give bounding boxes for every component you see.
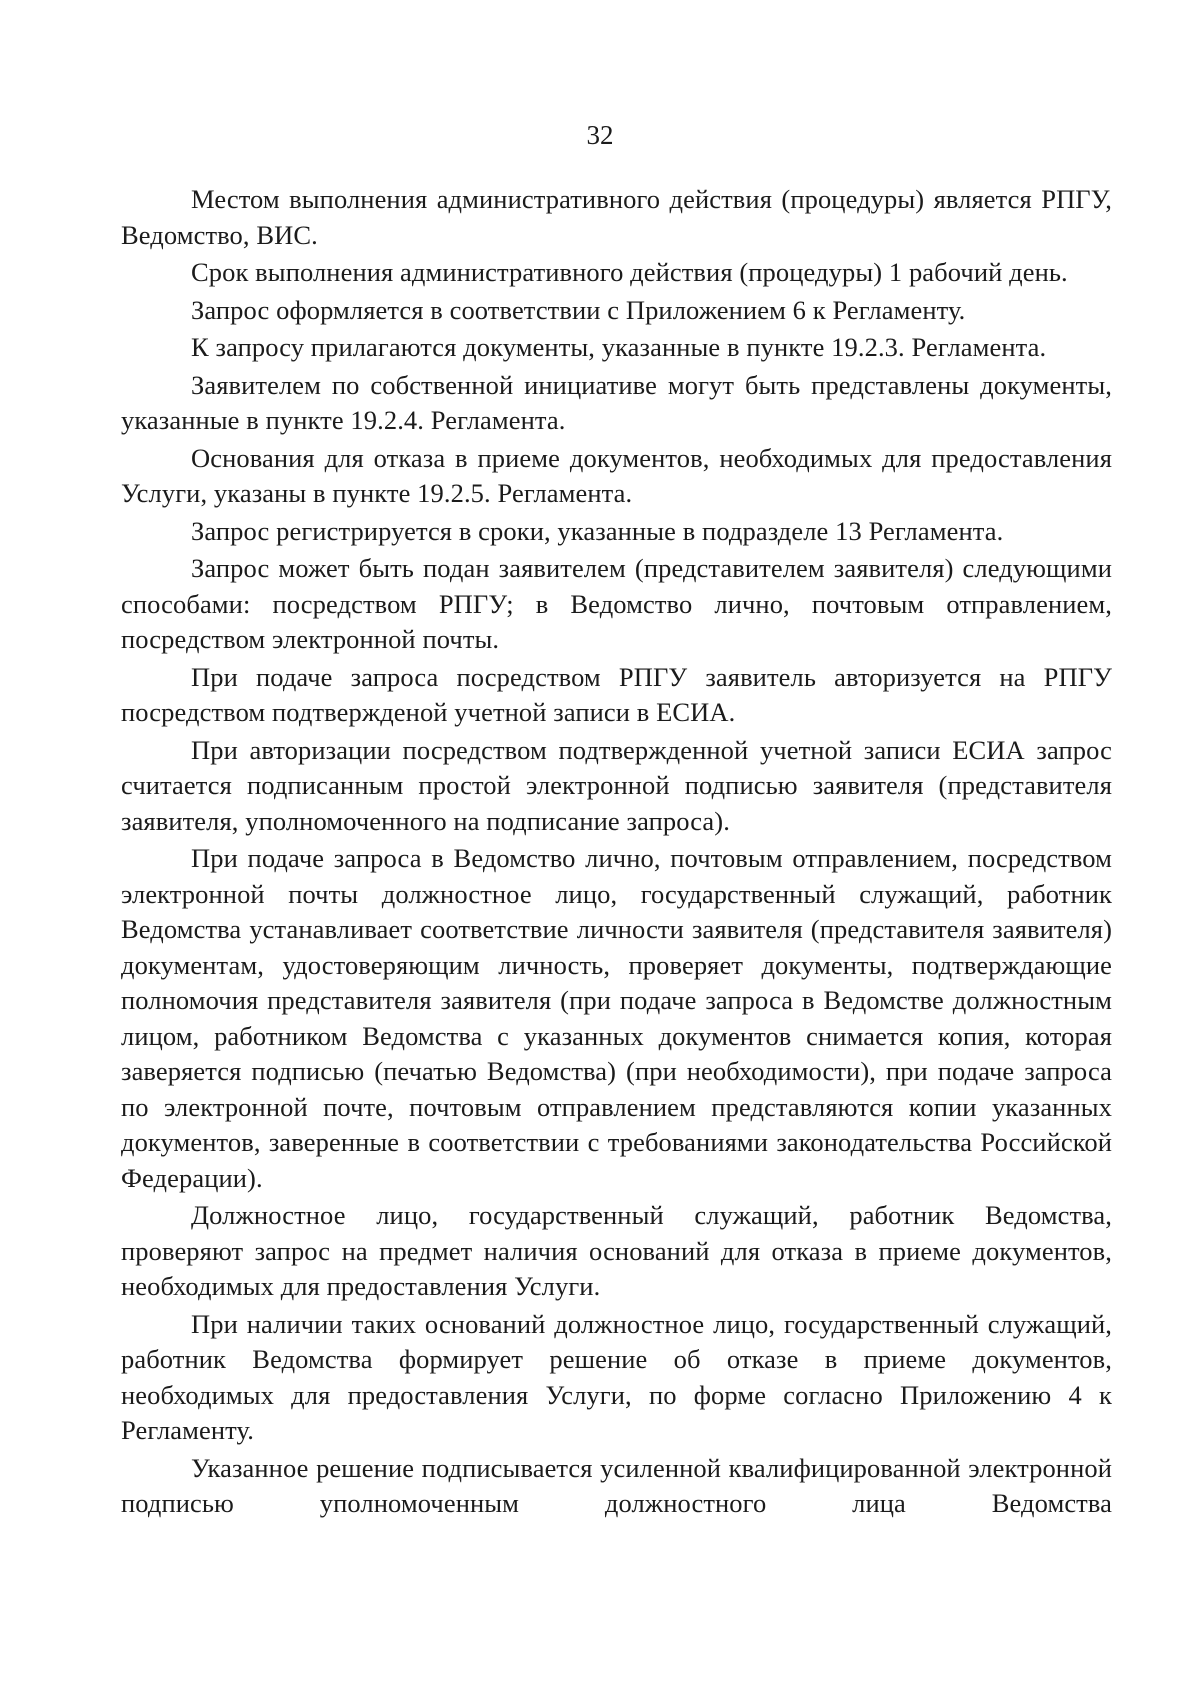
paragraph: При авторизации посредством подтвержденной учетной записи ЕСИА запрос считается подписанным простой электронной подписью заявителя (представителя заявителя, уполномоченного на подписание запроса). [121,734,1112,836]
paragraph: Заявителем по собственной инициативе могут быть представлены документы, указанные в пункте 19.2.4. Регламента. [121,369,1112,435]
page-number: 32 [586,120,614,150]
paragraph: Местом выполнения административного действия (процедуры) является РПГУ, Ведомство, ВИС. [121,184,1112,250]
paragraph: При наличии таких оснований должностное лицо, государственный служащий, работник Ведомства формирует решение об отказе в приеме документов, необходимых для предоставления Услуги, по форме согласно Приложению 4 к Регламенту. [121,1308,1112,1445]
paragraph: Запрос регистрируется в сроки, указанные в подразделе 13 Регламента. [191,515,1004,546]
paragraph-continued: Указанное решение подписывается усиленной квалифицированной электронной подписью уполномоченным должностного лица Ведомства [121,1452,1112,1518]
paragraph: Должностное лицо, государственный служащий, работник Ведомства, проверяют запрос на предмет наличия оснований для отказа в приеме документов, необходимых для предоставления Услуги. [121,1200,1112,1301]
paragraph: Запрос оформляется в соответствии с Приложением 6 к Регламенту. [191,294,966,325]
paragraph: К запросу прилагаются документы, указанные в пункте 19.2.3. Регламента. [191,332,1047,362]
paragraph: При подаче запроса посредством РПГУ заявитель авторизуется на РПГУ посредством подтвержденой учетной записи в ЕСИА. [121,661,1112,727]
paragraph: Основания для отказа в приеме документов, необходимых для предоставления Услуги, указаны в пункте 19.2.5. Регламента. [121,442,1112,508]
document-body [121,182,1112,1524]
paragraph: При подаче запроса в Ведомство лично, почтовым отправлением, посредством электронной почты должностное лицо, государственный служащий, работник Ведомства устанавливает соответствие личности заявителя (представителя заявителя) документам, удостоверяющим личность, проверяет документы, подтверждающие полномочия представителя заявителя (при подаче запроса в Ведомстве должностным лицом, работником Ведомства с указанных документов снимается копия, которая заверяется подписью (печатью Ведомства) (при необходимости), при подаче запроса по электронной почте, почтовым отправлением представляются копии указанных документов, заверенные в соответствии с требованиями законодательства Российской Федерации). [121,843,1112,1193]
paragraph: Запрос может быть подан заявителем (представителем заявителя) следующими способами: посредством РПГУ; в Ведомство лично, почтовым отправлением, посредством электронной почты. [121,553,1112,654]
paragraph: Срок выполнения административного действия (процедуры) 1 рабочий день. [191,257,1068,287]
